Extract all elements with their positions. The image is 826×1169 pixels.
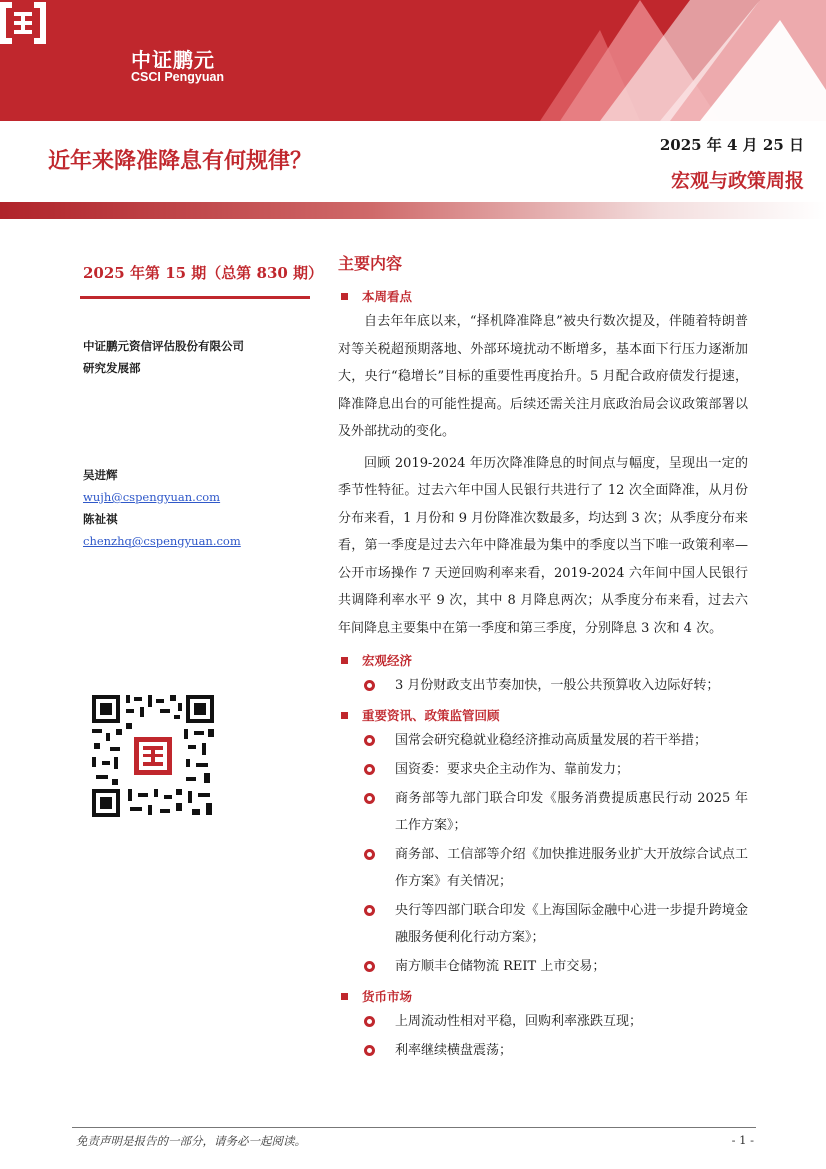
title-divider-bar [0,202,826,219]
ring-bullet-icon [364,1016,375,1027]
author-email-link[interactable]: wujh@cspengyuan.com [83,490,221,504]
company-logo-icon [0,0,46,46]
brand-name-en: CSCI Pengyuan [131,70,225,84]
section-money-market [338,984,748,1064]
brand-name-cn: 中证鹏元 [131,48,215,72]
list-item: 3 月份财政支出节奏加快，一般公共预算收入边际好转； [362,672,748,699]
ring-bullet-icon [364,905,375,916]
paragraph: 回顾 2019-2024 年历次降准降息的时间点与幅度，呈现出一定的季节性特征。过去六年中国人民银行共进行了 12 次全面降准，从月份分布来看，1 月份和 9 月份降准次数最多，均达到 3 次；从季度分布来看，第一季度是过去六年中降准最为集中的季度以当下唯一政策利率—公开市场操作 7 天逆回购利率来看，2019-2024 六年间中国人民银行共调降利率水平 9 次，其中 8 月降息两次；从季度分布来看，过去六年间降息主要集中在第一季度和第三季度，分别降息 3 次和 4 次。 [338,455,748,636]
section-heading: 本周看点 [338,284,748,308]
section-heading: 货币市场 [338,984,748,1008]
author-email-link[interactable]: chenzhq@cspengyuan.com [83,534,241,548]
square-bullet-icon [341,657,348,664]
ring-bullet-icon [364,1045,375,1056]
ring-bullet-icon [364,793,375,804]
report-title: 近年来降准降息有何规律？ [48,149,313,174]
header-banner [0,0,826,121]
list-item: 央行等四部门联合印发《上海国际金融中心进一步提升跨境金融服务便利化行动方案》； [362,897,748,951]
footer-disclaimer: 免责声明是报告的一部分，请务必一起阅读。 [76,1134,306,1148]
author-name: 陈祉祺 [83,512,118,526]
report-date: 2025 年 4 月 25 日 [659,136,804,154]
author-name: 吴进辉 [83,468,118,482]
square-bullet-icon [341,993,348,1000]
section-policy-review [338,703,748,980]
main-content [338,250,748,1064]
list-item: 上周流动性相对平稳，回购利率涨跌互现； [362,1008,748,1035]
issue-divider [80,296,310,299]
bullet-list [338,1008,748,1064]
ring-bullet-icon [364,961,375,972]
list-item: 利率继续横盘震荡； [362,1037,748,1064]
section-weekly-highlights [338,284,748,642]
issue-number: 2025 年第 15 期（总第 830 期） [83,264,324,282]
header-decoration [0,0,826,121]
square-bullet-icon [341,712,348,719]
report-type: 宏观与政策周报 [670,170,804,192]
list-item: 国资委：要求央企主动作为、靠前发力； [362,756,748,783]
square-bullet-icon [341,293,348,300]
list-item: 南方顺丰仓储物流 REIT 上市交易； [362,953,748,980]
ring-bullet-icon [364,849,375,860]
qr-code-icon [90,693,216,819]
list-item: 商务部等九部门联合印发《服务消费提质惠民行动 2025 年工作方案》； [362,785,748,839]
main-heading: 主要内容 [338,254,403,273]
ring-bullet-icon [364,764,375,775]
org-department: 研究发展部 [83,361,141,375]
org-name: 中证鹏元资信评估股份有限公司 [83,339,244,353]
bullet-list [338,727,748,980]
ring-bullet-icon [364,735,375,746]
paragraph: 自去年年底以来，“择机降准降息”被央行数次提及，伴随着特朗普对等关税超预期落地、外部环境扰动不断增多，基本面下行压力逐渐加大，央行“稳增长”目标的重要性再度抬升。5 月配合政府债发行提速，降准降息出台的可能性提高。后续还需关注月底政治局会议政策部署以及外部扰动的变化。 [338,314,748,439]
footer-divider [72,1127,756,1128]
section-heading: 重要资讯、政策监管回顾 [338,703,748,727]
bullet-list [338,672,748,699]
organization-block [83,335,244,379]
list-item: 商务部、工信部等介绍《加快推进服务业扩大开放综合试点工作方案》有关情况； [362,841,748,895]
ring-bullet-icon [364,680,375,691]
page-number: - 1 - [731,1133,754,1147]
section-macro-economy [338,648,748,699]
section-heading: 宏观经济 [338,648,748,672]
list-item: 国常会研究稳就业稳经济推动高质量发展的若干举措； [362,727,748,754]
